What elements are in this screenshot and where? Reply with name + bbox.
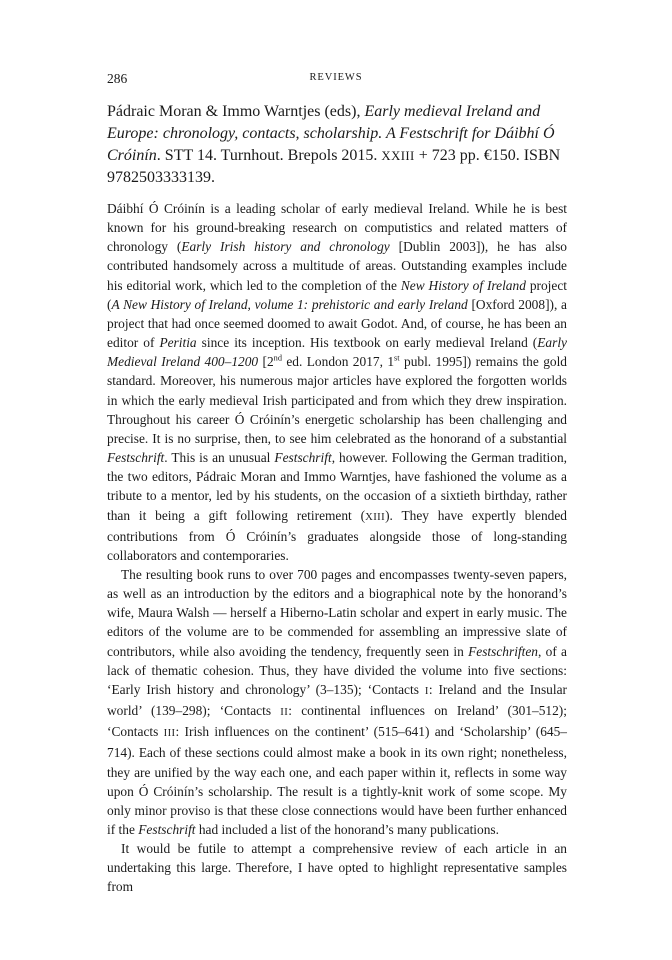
text-run: [2 xyxy=(258,354,274,370)
text-run: The resulting book runs to over 700 pages and encompasses twenty-seven papers, as well as an introduction by the editors and a biographical note by the honorand’s wife, Maura Walsh — herself a Hiberno-Latin scholar and expert in early music. The editors of the volume are to be commended for assembling an impressive slate of contributors, while also avoiding the tendency, frequently seen in xyxy=(107,566,567,659)
roman-numeral: I xyxy=(424,684,429,697)
italic-title: Early Irish history and chronology xyxy=(181,239,390,255)
citation-roman-pages: XXIII xyxy=(381,149,415,163)
text-run: project ( xyxy=(107,277,567,312)
text-run: : Ireland and the Insular world’ (139–298); ‘Contacts xyxy=(107,681,567,719)
running-head: REVIEWS xyxy=(309,72,363,83)
citation-details: + 723 pp. €150. ISBN 9782503333139. xyxy=(107,147,561,186)
citation-editors: Pádraic Moran & Immo Warntjes (eds), xyxy=(107,103,365,120)
italic-title: Peritia xyxy=(159,335,197,351)
text-run: : continental influences on Ireland’ (301–512); ‘Contacts xyxy=(107,703,567,740)
roman-numeral: II xyxy=(280,706,289,719)
text-run: , of a lack of thematic cohesion. Thus, they have divided the volume into five sections: ‘Early Irish history and chronology’ (3–135); ‘Contacts xyxy=(107,643,567,697)
text-run: ed. London 2017, 1 xyxy=(281,354,395,370)
text-run: It would be futile to attempt a comprehensive review of each article in an undertaking this large. Therefore, I have opted to highlight representative samples from xyxy=(107,841,567,895)
italic-title: Festschrift xyxy=(274,450,332,466)
page-number: 286 xyxy=(107,71,128,86)
text-run: since its inception. His textbook on early medieval Ireland ( xyxy=(196,335,538,351)
italic-title: Festschriften xyxy=(468,643,538,659)
italic-title: New History of Ireland xyxy=(400,277,526,293)
text-run: [Dublin 2003]), he has also contributed handsomely across a multitude of areas. Outstanding examples include his editorial work, which led to the completion of the xyxy=(107,239,567,293)
text-run: [Oxford 2008]), a project that had once seemed doomed to await Godot. And, of course, he has been an editor of xyxy=(107,296,567,351)
paragraph-1 xyxy=(107,199,567,565)
roman-numeral: XIII xyxy=(365,510,386,523)
text-run: ). They have expertly blended contributions from Ó Cróinín’s graduates alongside those of long-standing collaborators and contemporaries. xyxy=(107,507,567,563)
text-run: Dáibhí Ó Cróinín is a leading scholar of early medieval Ireland. While he is best known for his ground-breaking research on computistics and related matters of chronology ( xyxy=(107,201,567,255)
ordinal-suffix: st xyxy=(394,353,400,363)
italic-title: Festschrift xyxy=(107,450,165,466)
book-citation xyxy=(107,101,567,189)
text-run: , however. Following the German tradition, the two editors, Pádraic Moran and Immo Warntjes, have fashioned the volume as a tribute to a mentor, led by his students, on the occasion of a sixtieth birthday, rather than it being a gift following retirement ( xyxy=(107,450,567,523)
italic-title: A New History of Ireland, volume 1: prehistoric and early Ireland xyxy=(111,296,468,312)
roman-numeral: III xyxy=(163,727,176,740)
review-body xyxy=(107,199,567,897)
italic-title: Early Medieval Ireland 400–1200 xyxy=(107,335,567,370)
citation-title: Early medieval Ireland and Europe: chronology, contacts, scholarship. A Festschrift for Dáibhí Ó Cróinín xyxy=(107,103,555,164)
text-run: . This is an unusual xyxy=(164,450,275,466)
paragraph-3 xyxy=(107,839,567,896)
text-run: : Irish influences on the continent’ (515–641) and ‘Scholarship’ (645–714). Each of these sections could almost make a book in its own right; nonetheless, they are unified by the way each one, and each paper within it, reflects in some way upon Ó Cróinín’s scholarship. The result is a tightly-knit work of some scope. My only minor proviso is that these close connections would have been further enhanced if the xyxy=(107,724,568,837)
text-run: publ. 1995]) remains the gold standard. Moreover, his numerous major articles have explored the forgotten worlds in which the early medieval Irish participated and from which they drew inspiration. Throughout his career Ó Cróinín’s energetic scholarship has been challenging and precise. It is no surprise, then, to see him celebrated as the honorand of a substantial xyxy=(107,354,567,446)
citation-series: . STT 14. Turnhout. Brepols 2015. xyxy=(156,147,382,164)
italic-title: Festschrift xyxy=(138,822,196,837)
paragraph-2 xyxy=(107,565,567,839)
text-run: had included a list of the honorand’s many publications. xyxy=(195,822,499,837)
ordinal-suffix: nd xyxy=(273,353,282,363)
